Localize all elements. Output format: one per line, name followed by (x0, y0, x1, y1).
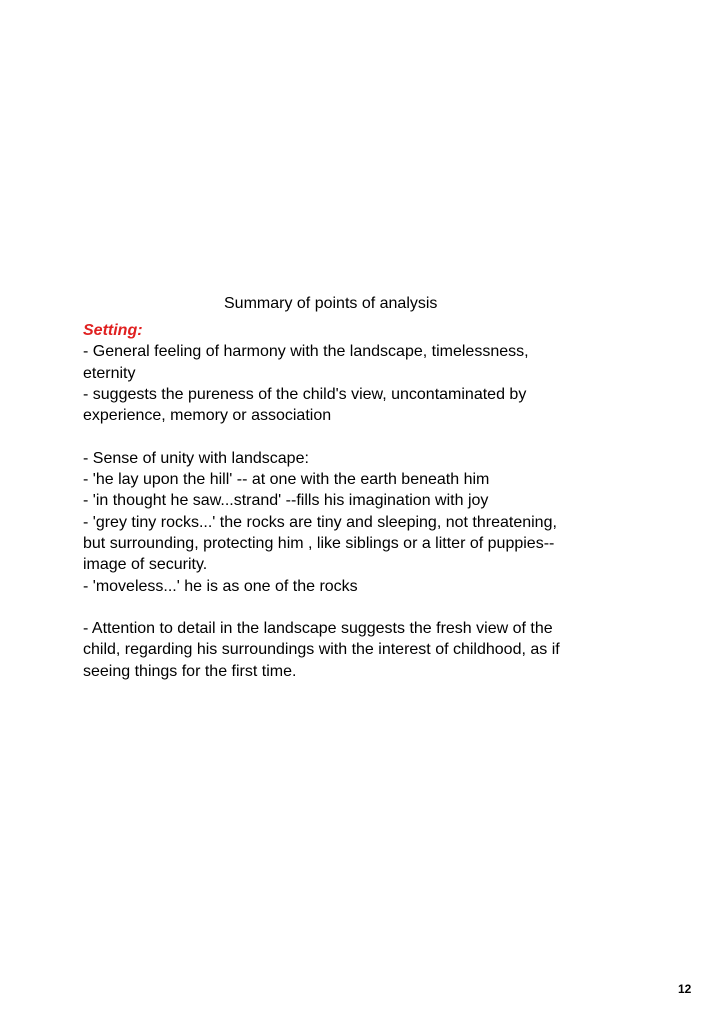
text-line: - 'grey tiny rocks...' the rocks are tiny and sleeping, not threatening, (83, 513, 557, 531)
text-line: seeing things for the first time. (83, 662, 297, 680)
paragraph-gap (83, 426, 683, 447)
text-line: - 'moveless...' he is as one of the rocks (83, 577, 358, 595)
analysis-content (83, 320, 683, 682)
text-line: but surrounding, protecting him , like siblings or a litter of puppies-- (83, 534, 555, 552)
text-line: child, regarding his surroundings with the interest of childhood, as if (83, 641, 560, 659)
text-line: experience, memory or association (83, 407, 332, 425)
paragraph-gap (83, 597, 683, 618)
text-line: - 'he lay upon the hill' -- at one with the earth beneath him (83, 471, 490, 489)
text-line: - Attention to detail in the landscape suggests the fresh view of the (83, 620, 553, 638)
text-line: - suggests the pureness of the child's view, uncontaminated by (83, 385, 527, 403)
text-line: - General feeling of harmony with the landscape, timelessness, (83, 343, 529, 361)
page-number: 12 (678, 982, 692, 996)
text-line: eternity (83, 364, 136, 382)
page-title: Summary of points of analysis (224, 295, 438, 312)
text-line: - 'in thought he saw...strand' --fills his imagination with joy (83, 492, 489, 510)
section-heading: Setting: (83, 322, 143, 339)
text-line: - Sense of unity with landscape: (83, 449, 309, 467)
text-line: image of security. (83, 556, 208, 574)
